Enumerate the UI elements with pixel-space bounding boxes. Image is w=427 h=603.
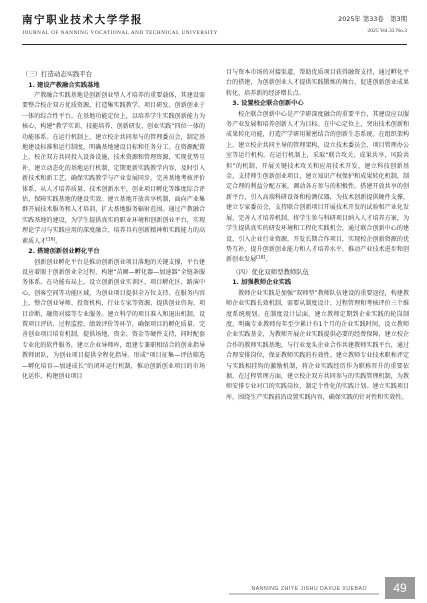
paragraph-practice-base: 产教融合实践基地是创新创业型人才培养的重要载体，其建设需要整合校企双方优质资源，打造集实践教学、项目研发、创新创业于一体的综合性平台。在基地功能定位上，以培养学生实践创新能力为核心，构建“教学实训、技能培养、创新研发、创业实践”四位一体的功能体系。在运行机制上，建立校企共同参与的管理委员会，制定基地建设标准和运行制度，明确基地建设目标和任务分工。在资源配置上，校企双方共同投入设备设施、技术资源和管理资源，实现优势互补，建立动态化的基地运行机制，定期更新实践教学内容，及时引入新技术和新工艺，确保实践教学与产业发展同步。完善基地考核评价体系，从人才培养质量、技术创新水平、创业项目孵化等维度综合评估，保障实践基地的建设实效。建立基地开放共享机制，面向产业集群开展技术服务和人才培训，扩大基地服务辐射范围。通过产教融合实践基地的建设，为学生提供真实的职业环境和创新创业平台，实现理论学习与实践应用的深度融合，培养具有创新精神和实践能力的高素质人才[16]。 — [22, 92, 205, 245]
page-number: 49 — [385, 577, 415, 599]
citation-ref: [16] — [46, 237, 56, 243]
subheading-teacher-practice: 1. 加强教师企业实践 — [232, 279, 292, 287]
page-footer — [0, 569, 427, 603]
left-column — [22, 68, 205, 382]
subheading-innovation-center: 3. 设置校企联合创新中心 — [232, 100, 304, 108]
section-heading-teacher-team: （四）优化双师型教师队伍 — [232, 267, 310, 276]
header-rule — [22, 44, 407, 45]
journal-header — [22, 10, 407, 50]
paragraph-text: 产教融合实践基地是创新创业型人才培养的重要载体，其建设需要整合校企双方优质资源，打造集实践教学、项目研发、创新创业于一体的综合性平台。在基地功能定位上，以培养学生实践创新能力为核心，构建“教学实训、技能培养、创新研发、创业实践”四位一体的功能体系。在运行机制上，建立校企共同参与的管理委员会，制定基地建设标准和运行制度，明确基地建设目标和任务分工。在资源配置上，校企双方共同投入设备设施、技术资源和管理资源，实现优势互补，建立动态化的基地运行机制，定期更新实践教学内容，及时引入新技术和新工艺，确保实践教学与产业发展同步。完善基地考核评价体系，从人才培养质量、技术创新水平、创业项目孵化等维度综合评估，保障实践基地的建设实效。建立基地开放共享机制，面向产业集群开展技术服务和人才培训，扩大基地服务辐射范围。通过产教融合实践基地的建设，为学生提供真实的职业环境和创新创业平台，实现理论学习与实践应用的深度融合，培养具有创新精神和实践能力的高素质人才 — [22, 92, 205, 245]
issue-info-en: 2025 Vol.33 No.3 — [367, 28, 407, 34]
issue-info-cn: 2025年 第33卷 第3期 — [338, 15, 407, 23]
article-body — [22, 68, 409, 564]
citation-ref: [18] — [256, 255, 266, 261]
subheading-practice-base: 1. 建设产教融合实践基地 — [28, 81, 100, 89]
paragraph-incubation-platform: 创新创业孵化平台是推动创新创业项目落地的关键支撑，平台建设应着眼于创新创业全过程，构建“苗圃—孵化器—加速器”全链条服务体系。在功能布局上，设立创新创业实训区、项目孵化区、路演中心、创客空间等功能区域，为创业项目提供全方位支持。在服务内容上，整合创业导师、投资机构、行业专家等资源，提供创业咨询、项目诊断、融资对接等专业服务。建立科学的项目准入和退出机制，设置项目评估、过程监控、绩效评价等环节，确保项目的孵化质量。完善创业项目培育机制，提供场地、资金、资金等硬件支持，同时配套专业化的软件服务，建立企业导师库，组建专兼职相结合的创业指导教师团队，为创业项目提供全程化指导。形成“项目征集—评估筛选—孵化培育—加速成长”的闭环运行机制，推动创新创业项目的市场化运作，构建创业项目 — [22, 258, 205, 380]
running-title-en: NANNING ZHIYE JISHU DAXUE XUEBAO — [251, 586, 367, 592]
section-heading-practice-platform: （三）打造动态实践平台 — [22, 70, 93, 78]
paragraph-teacher-practice — [226, 289, 409, 403]
paragraph-innovation-center: 校企联合创新中心是产学研深度融合的重要平台，其建设应以服务产业发展和培养创新人才为目标。在中心定位上，突出技术创新和成果转化功能，打造产学研用紧密结合的创新生态系统。在组织架构上，建立校企共同主导的管理架构，设立技术委员会、项目管理办公室等运行机构。在运行机制上，采取“联合攻关、成果共享、风险共担”的机制，开展关键技术攻关和应用技术开发，建立科技创新基金，支持师生创新创业项目，建立知识产权保护和成果转化机制，制定合理的利益分配方案，调动各方参与的积极性。搭建开放共享的创新平台，引入高端科研设备和检测仪器，为技术创新提供硬件支撑，建立专家委员会，支持联合创新项目开展技术开发的试验和产业化发展，完善人才培养机制，将学生参与科研项目纳入人才培养方案，为学生提供真实的研发环境和工程化实践机会，通过联合创新中心的建设，引入企业行业资源，开发长期合作项目，实现校企创新资源的优势互补，提升创新创业能力和人才培养水平，推动产业技术进步和创新创业发展[18]。 — [226, 110, 409, 264]
paragraph-text: 校企联合创新中心是产学研深度融合的重要平台，其建设应以服务产业发展和培养创新人才为目标。在中心定位上，突出技术创新和成果转化功能，打造产学研用紧密结合的创新生态系统。在组织架构上，建立校企共同主导的管理架构，设立技术委员会、项目管理办公室等运行机构。在运行机制上，采取“联合攻关、成果共享、风险共担”的机制，开展关键技术攻关和应用技术开发，建立科技创新基金，支持师生创新创业项目，建立知识产权保护和成果转化机制，制定合理的利益分配方案，调动各方参与的积极性。搭建开放共享的创新平台，引入高端科研设备和检测仪器，为技术创新提供硬件支撑，建立专家委员会，支持联合创新项目开展技术开发的试验和产业化发展，完善人才培养机制，将学生参与科研项目纳入人才培养方案，为学生提供真实的研发环境和工程化实践机会，通过联合创新中心的建设，引入企业行业资源，开发长期合作项目，实现校企创新资源的优势互补，提升创新创业能力和人才培养水平，推动产业技术进步和创新创业发展 — [226, 110, 409, 264]
subheading-incubation-platform: 2. 搭建创新创业孵化平台 — [28, 248, 100, 256]
paragraph-text: 教师企业实践是加强“双师型”教师队伍建设的重要途径，构建教师企业实践长效机制，需要从制度设计、过程管理和考核评价三个维度系统规划。在制度设计层面，建立教师定期到企业实践的轮岗制度，明确专业教师每年至少累计有1个月的企业实践时间，设立教师企业实践基金，为教师开展企业实践提供必要的经费保障，建立校企合作的教师实践基地，与行业龙头企业合作共建教师实践平台，通过合理安排岗位，保证教师实践的有效性。建立教师专业技术职称评定与实践相挂钩的激励机制，将企业实践经历作为职称晋升的重要依据，在过程管理方面，建立校企双方共同参与的实践管理机制，为教师安排专业对口的实践岗位，制定个性化的实践计划。建立实践项目库，围绕生产实践前沿设置实践内容，确保实践的针对性和实效性。 — [226, 289, 409, 401]
journal-title-cn: 南宁职业技术大学学报 — [22, 14, 143, 26]
journal-title-en: JOURNAL OF NANNING VOCATIONAL AND TECHNICAL UNIVERSITY — [22, 30, 219, 36]
right-column — [226, 68, 409, 403]
footer-bar — [229, 593, 379, 595]
paragraph-continued: 目与资本市场的对接渠道，帮助优质项目获得融资支持，通过孵化平台的搭建，为创新创业人才提供实践锻炼的舞台，促进创新创业成果转化，培养新的经济增长点。 — [226, 69, 409, 97]
